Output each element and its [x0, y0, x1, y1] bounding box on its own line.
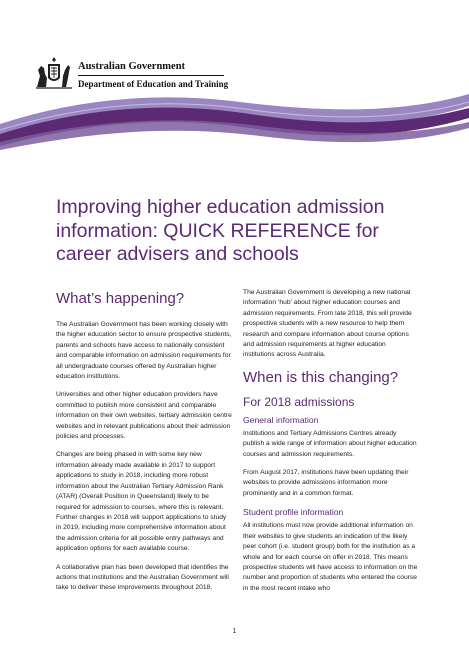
paragraph: The Australian Government has been working closely with the higher education sector to ensure prospective students, parents and schools have access to nationally consistent and comparable information on admission requirements for all undergraduate courses offered by Australian higher education institutions.	[56, 321, 232, 381]
subheading-general-information: General information	[243, 414, 319, 425]
paragraph: Universities and other higher education providers have committed to publish more consistent and comparable information on their own websites, tertiary admission centre websites and in relevant publications about their admission policies and processes.	[56, 391, 232, 441]
paragraph: All institutions must now provide additional information on their websites to give students an indication of the likely peer cohort (i.e. student group) both for the institution as a whole and for each course on offer in 2018. This means prospective students will have access to information on the number and proportion of students who entered the course in the most recent intake who	[243, 522, 418, 592]
department-name: Department of Education and Training	[78, 79, 229, 89]
decorative-wave-banner	[0, 84, 469, 154]
paragraph: Changes are being phased in with some key new information already made available in 2017 to support applications to study in 2018, including more robust information about the Australian Tertiary Admission Rank (ATAR) (Overall Position in Queensland) likely to be required for admission to courses, where this is relevant. Further changes in 2018 will support applications to study in 2019, including more comprehensive information about the admission criteria for all possible entry pathways and application options for each available course.	[56, 451, 227, 553]
paragraph: The Australian Government is developing a new national information ‘hub’ about higher education courses and admission requirements. From late 2018, this will provide prospective students with a new resource to help them research and compare information about course options and admission requirements at higher education institutions across Australia.	[243, 289, 412, 359]
right-column	[243, 288, 419, 602]
paragraph: Institutions and Tertiary Admissions Centres already publish a wide range of information about higher education courses and admission requirements.	[243, 429, 417, 458]
section-heading-when-changing: When is this changing?	[243, 368, 399, 386]
subheading-2018-admissions: For 2018 admissions	[243, 394, 355, 409]
document-title: Improving higher education admission information: QUICK REFERENCE for career advisers and schools	[56, 196, 385, 265]
government-name: Australian Government	[78, 61, 186, 72]
branding-divider	[78, 75, 224, 76]
subheading-student-profile: Student profile information	[243, 507, 344, 518]
header	[0, 0, 469, 160]
paragraph: A collaborative plan has been developed that identifies the actions that institutions and the Australian Government will take to deliver these improvements throughout 2018.	[56, 563, 229, 592]
paragraph: From August 2017, institutions have been updating their websites to provide admissions information more prominently and in a common format.	[243, 469, 409, 497]
left-column	[56, 288, 232, 602]
page-number: 1	[232, 628, 237, 635]
section-heading-whats-happening: What’s happening?	[56, 290, 185, 307]
